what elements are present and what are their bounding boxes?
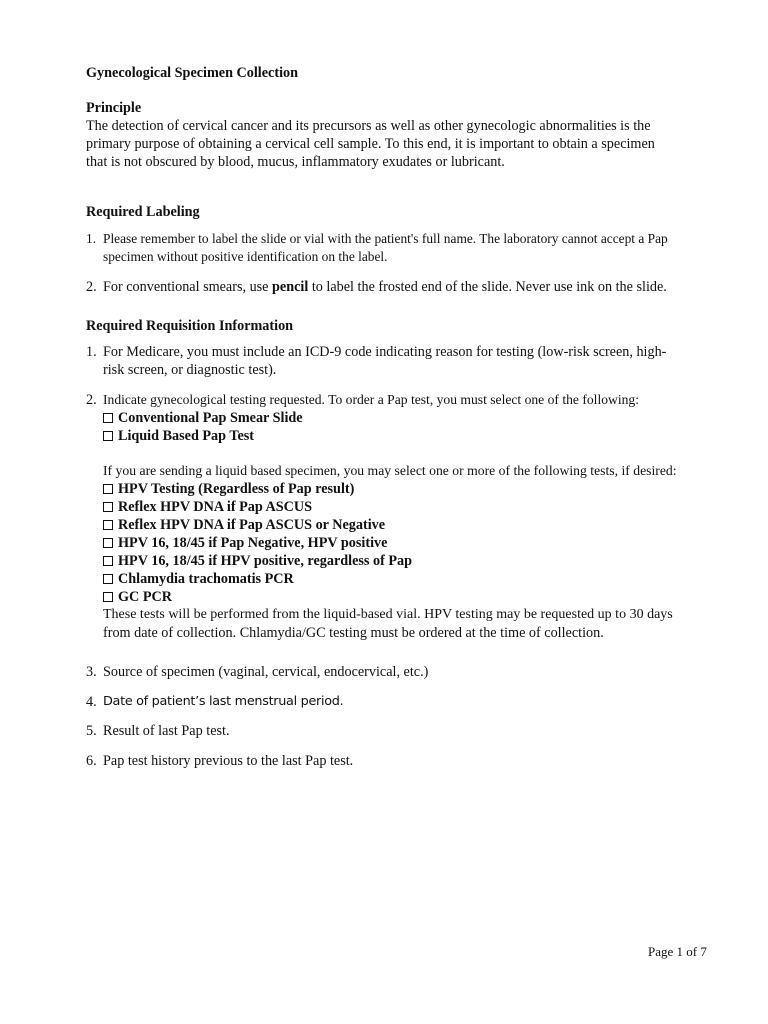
checkbox[interactable]	[103, 538, 113, 548]
principle-section	[86, 99, 708, 171]
page-number: Page 1 of 7	[648, 944, 707, 959]
principle-line: The detection of cervical cancer and its precursors as well as other gynecologic abnormalities is the	[86, 118, 651, 134]
checkbox[interactable]	[103, 592, 113, 602]
liquid-option[interactable]	[103, 552, 708, 570]
liquid-option[interactable]	[103, 480, 708, 498]
option-label: HPV Testing (Regardless of Pap result)	[118, 481, 355, 497]
option-label: Reflex HPV DNA if Pap ASCUS	[118, 499, 313, 515]
labeling-section	[86, 203, 708, 296]
liquid-option[interactable]	[103, 498, 708, 516]
option-label: Liquid Based Pap Test	[118, 428, 255, 444]
option-label: HPV 16, 18/45 if Pap Negative, HPV positive	[118, 535, 388, 551]
requisition-item-2	[86, 391, 708, 642]
checkbox[interactable]	[103, 431, 113, 441]
requisition-item-1	[86, 343, 708, 379]
option-label: Reflex HPV DNA if Pap ASCUS or Negative	[118, 517, 386, 533]
item-number: 5.	[86, 723, 97, 739]
labeling-item-1	[86, 230, 708, 266]
checkbox[interactable]	[103, 484, 113, 494]
item-number: 2.	[86, 279, 97, 295]
requisition-section	[86, 317, 708, 770]
item-number: 4.	[86, 694, 97, 710]
pap-option[interactable]	[103, 409, 708, 427]
requisition-item-4	[86, 693, 708, 711]
principle-line: that is not obscured by blood, mucus, inflammatory exudates or lubricant.	[86, 154, 505, 170]
requisition-heading: Required Requisition Information	[86, 318, 294, 334]
item-number: 1.	[86, 344, 97, 360]
checkbox[interactable]	[103, 502, 113, 512]
checkbox[interactable]	[103, 520, 113, 530]
item-number: 3.	[86, 664, 97, 680]
item-line: risk screen, or diagnostic test).	[103, 362, 277, 378]
liquid-option[interactable]	[103, 534, 708, 552]
item-line: Please remember to label the slide or vial with the patient's full name. The laboratory cannot accept a Pap	[103, 231, 668, 246]
requisition-item-3	[86, 663, 708, 681]
item-line: Source of specimen (vaginal, cervical, endocervical, etc.)	[103, 664, 429, 680]
labeling-heading: Required Labeling	[86, 204, 200, 220]
principle-heading: Principle	[86, 100, 142, 116]
item-line: Result of last Pap test.	[103, 723, 230, 739]
item-line: Date of patient’s last menstrual period.	[103, 694, 344, 709]
checkbox[interactable]	[103, 574, 113, 584]
item-line: specimen without positive identification on the label.	[103, 249, 388, 264]
liquid-option[interactable]	[103, 588, 708, 606]
pencil-emphasis: pencil	[272, 279, 309, 295]
requisition-item-5	[86, 722, 708, 740]
item-line: These tests will be performed from the liquid-based vial. HPV testing may be requested up to 30 days	[103, 607, 673, 622]
option-label: HPV 16, 18/45 if HPV positive, regardless of Pap	[118, 553, 412, 569]
item-line: For Medicare, you must include an ICD-9 code indicating reason for testing (low-risk screen, high-	[103, 344, 667, 360]
item-number: 2.	[86, 392, 97, 408]
liquid-option[interactable]	[103, 516, 708, 534]
item-line: If you are sending a liquid based specimen, you may select one or more of the following tests, if desired:	[103, 463, 677, 478]
item-number: 1.	[86, 231, 97, 246]
item-line: For conventional smears, use pencil to label the frosted end of the slide. Never use ink on the slide.	[103, 279, 667, 295]
pap-option[interactable]	[103, 427, 708, 445]
checkbox[interactable]	[103, 413, 113, 423]
document-page	[86, 64, 708, 770]
item-line: Indicate gynecological testing requested. To order a Pap test, you must select one of the following:	[103, 392, 639, 407]
liquid-option[interactable]	[103, 570, 708, 588]
option-label: Conventional Pap Smear Slide	[118, 410, 303, 426]
labeling-item-2	[86, 278, 708, 296]
principle-line: primary purpose of obtaining a cervical cell sample. To this end, it is important to obtain a specimen	[86, 136, 655, 152]
item-number: 6.	[86, 753, 97, 769]
item-line: Pap test history previous to the last Pap test.	[103, 753, 354, 769]
document-title: Gynecological Specimen Collection	[86, 65, 298, 81]
option-label: Chlamydia trachomatis PCR	[118, 571, 294, 587]
item-line: from date of collection. Chlamydia/GC testing must be ordered at the time of collection.	[103, 625, 604, 641]
option-label: GC PCR	[118, 589, 172, 605]
checkbox[interactable]	[103, 556, 113, 566]
requisition-item-6	[86, 752, 708, 770]
